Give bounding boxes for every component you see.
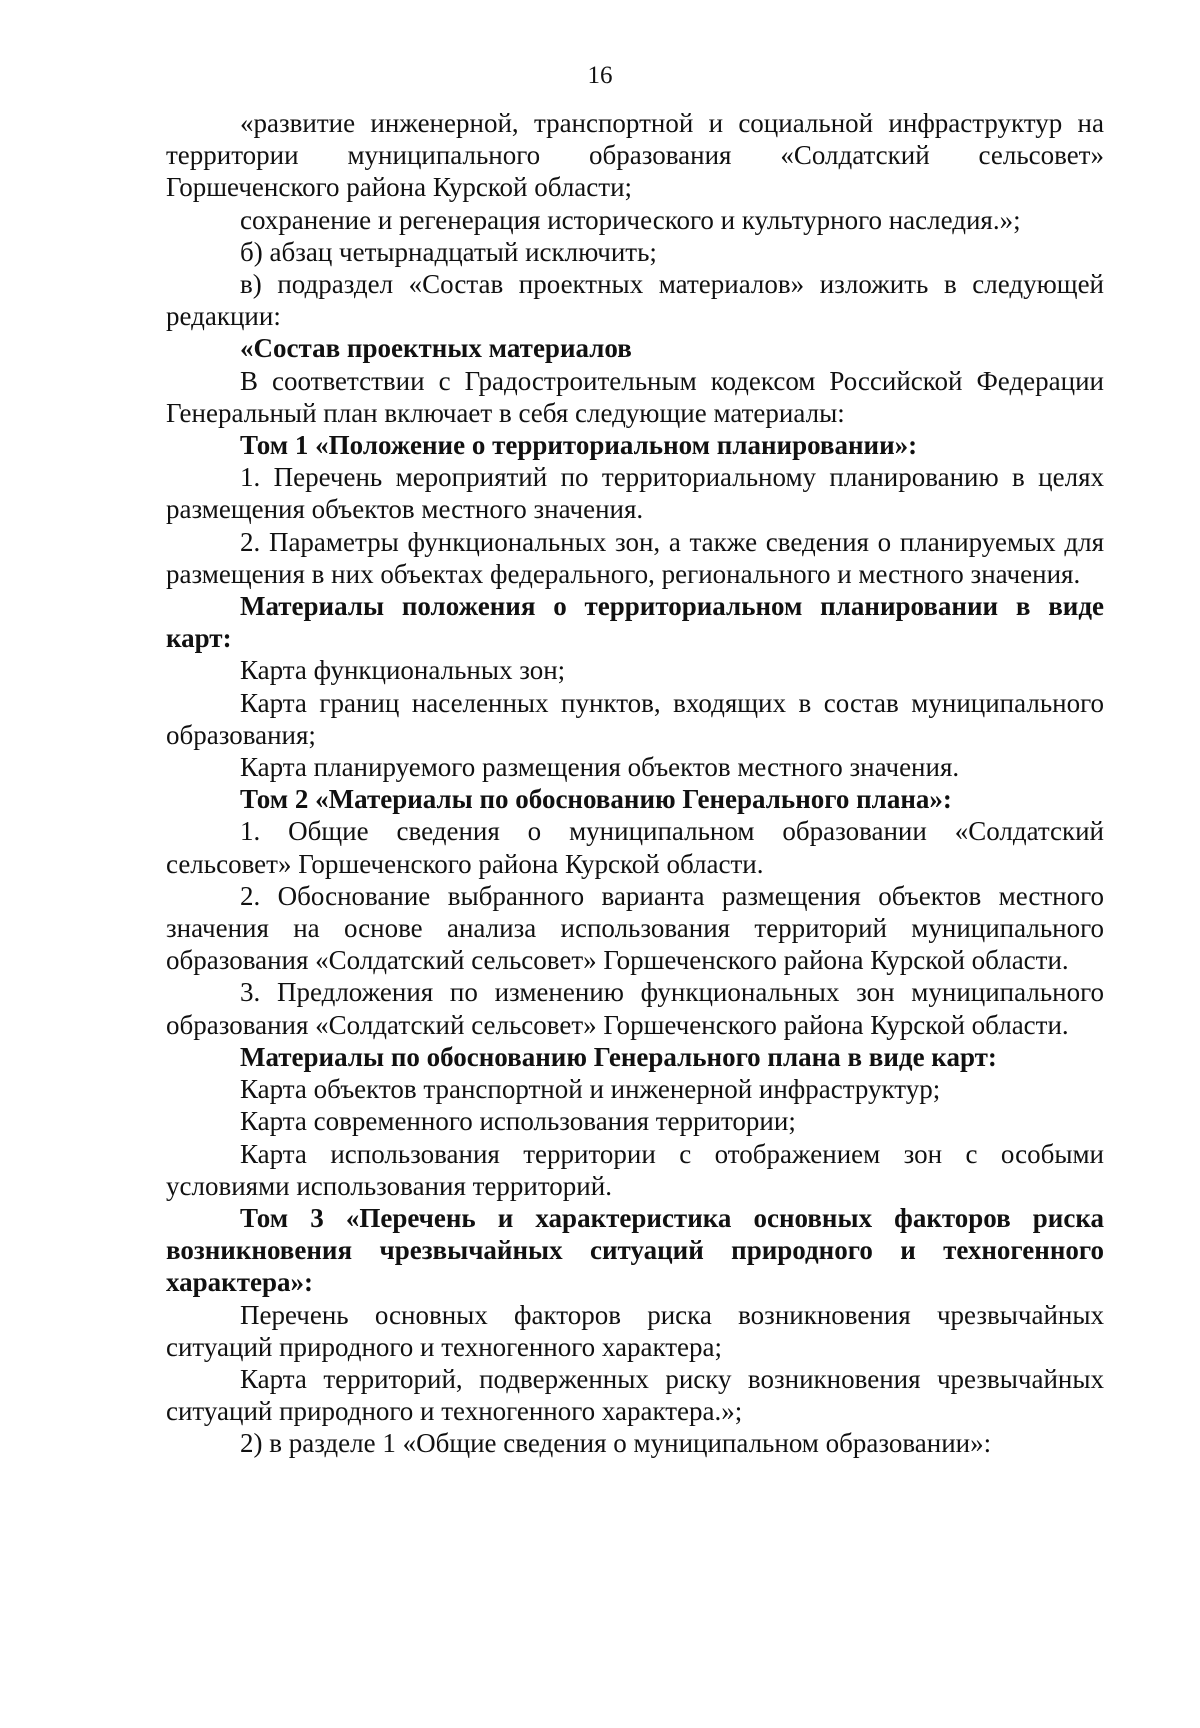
paragraph-infrastructure: «развитие инженерной, транспортной и социальной инфраструктур на территории муниципального образования «Солдатский сельсовет» Горшеченского района Курской области; [166,108,1104,203]
paragraph-heritage: сохранение и регенерация исторического и культурного наследия.»; [240,204,1021,235]
heading-planning-maps: Материалы положения о территориальном планировании в виде карт: [166,591,1104,654]
paragraph-section-1: 2) в разделе 1 «Общие сведения о муниципальном образовании»: [240,1428,992,1459]
heading-project-materials: «Состав проектных материалов [240,333,632,364]
paragraph-map-functional-zones: Карта функциональных зон; [240,655,566,686]
heading-volume-1: Том 1 «Положение о территориальном планировании»: [240,430,918,461]
heading-volume-2: Том 2 «Материалы по обоснованию Генерального плана»: [240,784,952,815]
paragraph-volume-1-item-1: 1. Перечень мероприятий по территориальному планированию в целях размещения объектов местного значения. [166,462,1104,525]
paragraph-volume-2-item-1: 1. Общие сведения о муниципальном образовании «Солдатский сельсовет» Горшеченского района Курской области. [166,816,1104,879]
paragraph-code-reference: В соответствии с Градостроительным кодексом Российской Федерации Генеральный план включает в себя следующие материалы: [166,365,1104,428]
paragraph-volume-2-item-3: 3. Предложения по изменению функциональных зон муниципального образования «Солдатский сельсовет» Горшеченского района Курской области. [166,977,1104,1040]
paragraph-map-current-use: Карта современного использования территории; [240,1106,796,1137]
paragraph-map-planned-objects: Карта планируемого размещения объектов местного значения. [240,752,960,783]
document-body [166,107,1104,1460]
paragraph-map-infrastructure: Карта объектов транспортной и инженерной инфраструктур; [240,1074,941,1105]
paragraph-risk-factors-list: Перечень основных факторов риска возникновения чрезвычайных ситуаций природного и техногенного характера; [166,1299,1104,1362]
heading-volume-3: Том 3 «Перечень и характеристика основных факторов риска возникновения чрезвычайных ситуаций природного и техногенного характера»: [166,1202,1104,1298]
paragraph-subclause-b: б) абзац четырнадцатый исключить; [240,236,657,267]
paragraph-map-special-zones: Карта использования территории с отображением зон с особыми условиями использования территорий. [166,1138,1104,1201]
paragraph-map-settlement-borders: Карта границ населенных пунктов, входящих в состав муниципального образования; [166,687,1104,750]
paragraph-volume-1-item-2: 2. Параметры функциональных зон, а также сведения о планируемых для размещения в них объектах федерального, регионального и местного значения. [166,526,1104,589]
paragraph-map-risk-territories: Карта территорий, подверженных риску возникновения чрезвычайных ситуаций природного и техногенного характера.»; [166,1363,1104,1427]
paragraph-subclause-v: в) подраздел «Состав проектных материалов» изложить в следующей редакции: [166,269,1104,332]
page-number: 16 [587,62,613,89]
paragraph-volume-2-item-2: 2. Обоснование выбранного варианта размещения объектов местного значения на основе анализа использования территорий муниципального образования «Солдатский сельсовет» Горшеченского района Курской области. [166,880,1104,976]
heading-justification-maps: Материалы по обоснованию Генерального плана в виде карт: [240,1041,997,1072]
